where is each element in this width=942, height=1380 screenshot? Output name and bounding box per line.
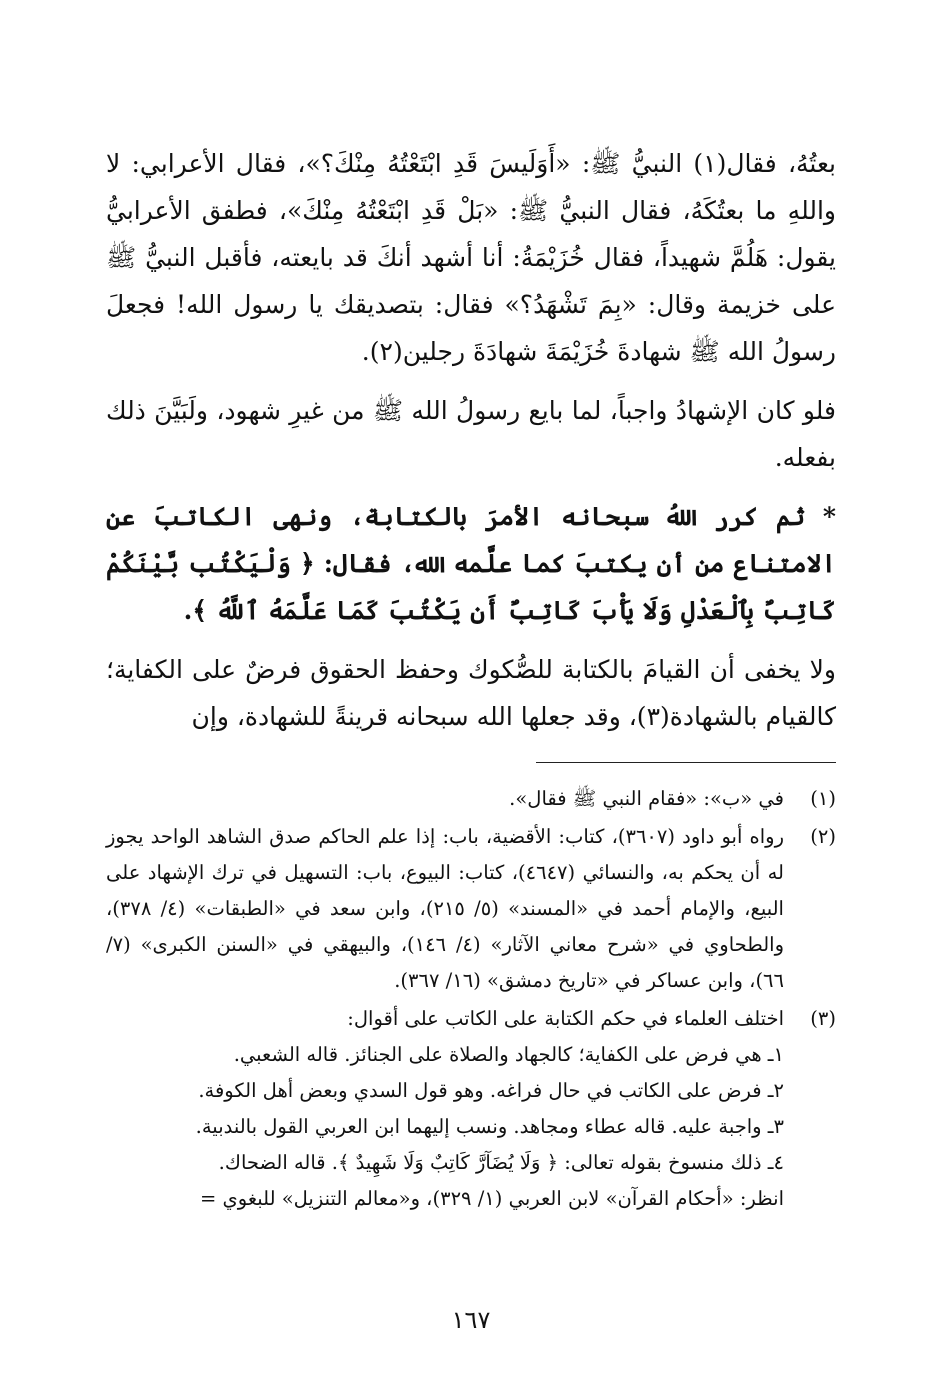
footnote-line: ١ـ هي فرض على الكفاية؛ كالجهاد والصلاة على الجنائز. قاله الشعبي. [233,1043,784,1066]
footnote-body [106,1001,784,1217]
footnote-line: رواه أبو داود (٣٦٠٧)، كتاب: الأقضية، باب: إذا علم الحاكم صدق الشاهد الواحد يجوز له أن يحكم به، والنسائي (٤٦٤٧)، كتاب: البيوع، باب: التسهيل في ترك الإشهاد على البيع، والإمام أحمد في «المسند» (٥/ ٢١٥)، وابن سعد في «الطبقات» (٤/ ٣٧٨)، والطحاوي في «شرح معاني الآثار» (٤/ ١٤٦)، والبيهقي في «السنن الكبرى» (٧/ ٦٦)، وابن عساكر في «تاريخ دمشق» (١٦/ ٣٦٧). [106,825,784,992]
footnote-line: ٢ـ فرض على الكاتب في حال فراغه. وهو قول السدي وبعض أهل الكوفة. [198,1079,784,1102]
footnote-number: (٣) [810,1007,836,1030]
paragraph-collective-duty: ولا يخفى أن القيامَ بالكتابة للصُّكوك وحفظ الحقوق فرضٌ على الكفاية؛ كالقيام بالشهادة(٣)، وقد جعلها الله سبحانه قرينةً للشهادة، وإن [106,655,836,731]
footnote-2 [106,819,836,999]
footnote-body [106,781,784,817]
footnote-line: في «ب»: «فقام النبي ﷺ فقال». [509,787,784,810]
footnote-1 [106,781,836,817]
footnote-line: اختلف العلماء في حكم الكتابة على الكاتب على أقوال: [347,1007,784,1030]
footnote-separator [536,762,836,763]
footnotes [106,781,836,1217]
footnote-number: (٢) [810,825,836,848]
paragraph-hadith: بعتُهُ، فقال(١) النبيُّ ﷺ: «أَوَلَيسَ قَدِ ابْتَعْتُهُ مِنْكَ؟»، فقال الأعرابي: لا واللهِ ما بعتُكَهُ، فقال النبيُّ ﷺ: «بَلْ قَدِ ابْتَعْتُهُ مِنْكَ»، فطفق الأعرابيُّ يقول: هَلُمَّ شهيداً، فقال خُزَيْمَةُ: أنا أشهد أنكَ قد بايعته، فأقبل النبيُّ ﷺ على خزيمة وقال: «بِمَ تَشْهَدُ؟» فقال: بتصديقك يا رسول الله! فجعلَ رسولُ الله ﷺ شهادةَ خُزَيْمَةَ شهادَةَ رجلين(٢). [106,149,836,366]
main-text [106,140,836,740]
paragraph-writing-command: * ثم كرر اللهُ سبحانه الأمرَ بالكتابة، ونهى الكاتبَ عن الامتناع من أن يكتبَ كما علَّمه الله، فقال: ﴿ وَلْيَكْتُب بَّيْنَكُمْ كَاتِبٌ بِٱلْعَدْلِ وَلَا يَأْبَ كَاتِبٌ أَن يَكْتُبَ كَمَا عَلَّمَهُ ٱللَّهُ ﴾. [106,502,836,625]
footnote-number: (١) [810,787,836,810]
footnote-line: انظر: «أحكام القرآن» لابن العربي (١/ ٣٢٩)، و«معالم التنزيل» للبغوي = [199,1187,784,1210]
footnote-line: ٣ـ واجبة عليه. قاله عطاء ومجاهد. ونسب إليهما ابن العربي القول بالندبية. [195,1115,784,1138]
footnote-line: ٤ـ ذلك منسوخ بقوله تعالى: ﴿ وَلَا يُضَآرَّ كَاتِبٌ وَلَا شَهِيدٌ ﴾. قاله الضحاك. [218,1151,784,1174]
footnote-3 [106,1001,836,1217]
page-number: ١٦٧ [451,1306,491,1334]
paragraph-conclusion: فلو كان الإشهادُ واجباً، لما بايع رسولُ الله ﷺ من غيرِ شهود، ولَبَيَّنَ ذلك بفعله. [106,396,836,472]
footnote-body [106,819,784,999]
